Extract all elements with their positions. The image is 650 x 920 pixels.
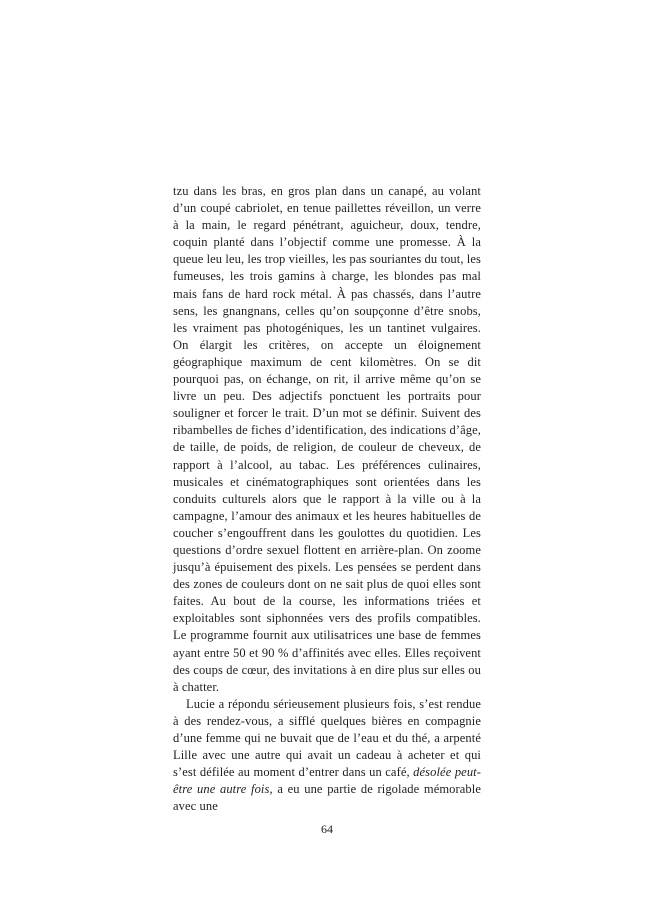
page-number: 64 <box>321 822 333 836</box>
page-text <box>173 183 481 815</box>
paragraph-2-text-start: Lucie a répondu sérieusement plusieurs fois, s’est rendue à des rendez-vous, a sifflé quelques bières en compagnie d’une femme qui ne buvait que de l’eau et du thé, a arpenté Lille avec une autre qui avait un cadeau à acheter et qui s’est défilée au moment d’entrer dans un café, <box>173 696 481 780</box>
paragraph-1: tzu dans les bras, en gros plan dans un canapé, au volant d’un coupé cabriolet, en tenue paillettes réveillon, un verre à la main, le regard pénétrant, aguicheur, doux, tendre, coquin planté dans l’objectif comme une promesse. À la queue leu leu, les trop vieilles, les pas souriantes du tout, les fumeuses, les trois gamins à charge, les blondes pas mal mais fans de hard rock métal. À pas chassés, dans l’autre sens, les gnangnans, celles qu’on soupçonne d’être snobs, les vraiment pas photogéniques, les un tantinet vulgaires. On élargit les critères, on accepte un éloignement géographique maximum de cent kilomètres. On se dit pourquoi pas, on échange, on rit, il arrive même qu’on se livre un peu. Des adjectifs ponctuent les portraits pour souligner et forcer le trait. D’un mot se définir. Suivent des ribambelles de fiches d’identification, des indications d’âge, de taille, de poids, de religion, de couleur de cheveux, de rapport à l’alcool, au tabac. Les préférences culinaires, musicales et cinématographiques sont orientées dans les conduits culturels alors que le rapport à la ville ou à la campagne, l’amour des animaux et les heures habituelles de coucher s’engouffrent dans les goulottes du quotidien. Les questions d’ordre sexuel flottent en arrière-plan. On zoome jusqu’à épuisement des pixels. Les pensées se perdent dans des zones de couleurs dont on ne sait plus de quoi elles sont faites. Au bout de la course, les informations triées et exploitables sont siphonnées vers des profils compatibles. Le programme fournit aux utilisatrices une base de femmes ayant entre 50 et 90 % d’affinités avec elles. Elles reçoivent des coups de cœur, des invitations à en dire plus sur elles ou à chatter. <box>173 184 481 694</box>
paragraph-2-italic-phrase: désolée peut-être une autre fois, <box>173 765 481 797</box>
paragraph-2-text-end: a eu une partie de rigolade mémorable avec une <box>173 782 481 814</box>
paragraph-2 <box>173 696 481 816</box>
